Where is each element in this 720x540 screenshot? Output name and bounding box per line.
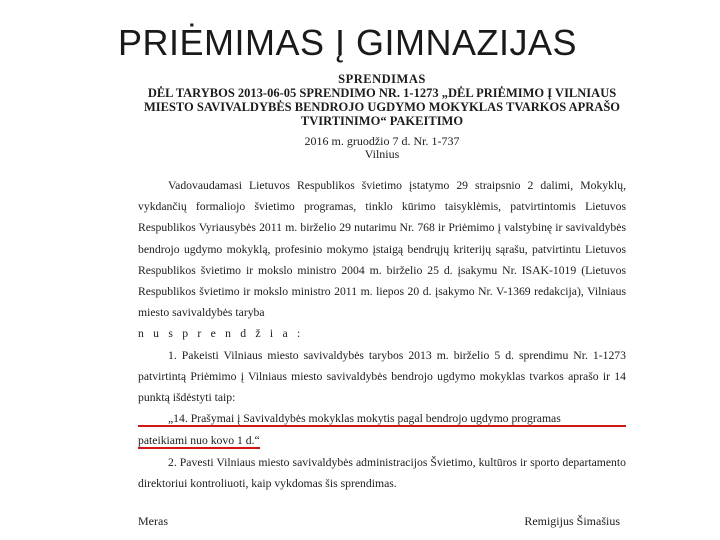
document-date: 2016 m. gruodžio 7 d. Nr. 1-737 [304, 134, 460, 148]
heading-line: MIESTO SAVIVALDYBĖS BENDROJO UGDYMO MOKYKLAS TVARKOS APRAŠO [143, 100, 621, 114]
heading-line: SPRENDIMAS [338, 72, 426, 86]
slide-title: PRIĖMIMAS Į GIMNAZIJAS [118, 22, 578, 63]
scanned-document [132, 72, 632, 540]
document-heading [132, 72, 632, 128]
highlighted-quote-line-1 [138, 408, 626, 429]
quote-text-2: pateikiami nuo kovo 1 d.“ [138, 434, 260, 448]
item-2-paragraph: 2. Pavesti Vilniaus miesto savivaldybės administracijos Švietimo, kultūros ir sporto departamento direktoriui kontroliuoti, kaip vykdomas šis sprendimas. [138, 455, 626, 490]
heading-line: TVIRTINIMO“ PAKEITIMO [300, 114, 464, 128]
slide-left-margin [0, 0, 14, 540]
decides-word: n u s p r e n d ž i a : [138, 327, 304, 341]
document-city: Vilnius [364, 147, 400, 161]
quote-text-1: „14. Prašymai į Savivaldybės mokyklas mokytis pagal bendrojo ugdymo programas [168, 412, 561, 426]
heading-line: DĖL TARYBOS 2013-06-05 SPRENDIMO NR. 1-1273 „DĖL PRIĖMIMO Į VILNIAUS [147, 86, 617, 100]
preamble-paragraph: Vadovaudamasi Lietuvos Respublikos švietimo įstatymo 29 straipsnio 2 dalimi, Mokyklų, vykdančių formaliojo švietimo programas, tinklo kūrimo taisyklėmis, patvirtintomis Lietuvos Respublikos Vyriausybės 2011 m. birželio 29 nutarimu Nr. 768 ir Priėmimo į valstybinę ir savivaldybės bendrojo ugdymo mokyklą, profesinio mokymo įstaigą bendrųjų kriterijų sąrašu, patvirtintu Lietuvos Respublikos švietimo ir mokslo ministro 2004 m. birželio 25 d. įsakymu Nr. ISAK-1019 (Lietuvos Respublikos švietimo ir mokslo ministro 2011 m. liepos 20 d. įsakymo Nr. V-1369 redakcija), Vilniaus miesto savivaldybės taryba [138, 179, 626, 320]
item-1-paragraph: 1. Pakeisti Vilniaus miesto savivaldybės tarybos 2013 m. birželio 5 d. sprendimu Nr. 1-1273 patvirtintą Priėmimo į Vilniaus miesto savivaldybės bendrojo ugdymo mokyklas tvarkos aprašo ir 14 punktą išdėstyti taip: [138, 348, 626, 405]
signature-title: Meras [138, 514, 168, 528]
signature-name: Remigijus Šimašius [524, 514, 620, 528]
signature-row [138, 514, 620, 529]
highlighted-quote-line-2 [138, 430, 626, 451]
document-body [132, 175, 632, 494]
